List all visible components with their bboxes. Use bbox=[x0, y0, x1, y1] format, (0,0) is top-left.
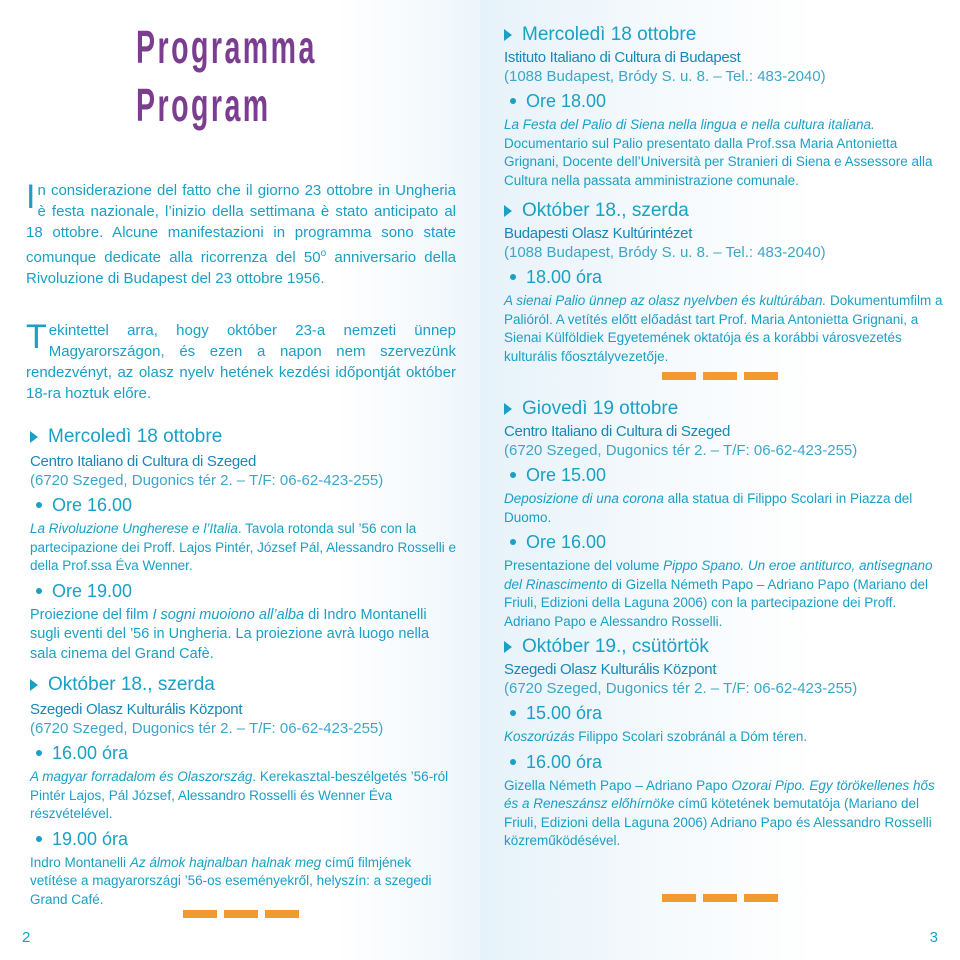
event-description: A sienai Palio ünnep az olasz nyelvben és kultúrában. Dokumentumfilm a Palióról. A vetítés előtt előadást tart Prof. Maria Antonietta Grignani, a Sienai Külföldiek Egyetemének oktatója és a korábbi városvezetés kulturális főosztályvezetője. bbox=[504, 293, 943, 364]
triangle-bullet-icon bbox=[504, 205, 512, 217]
section-heading: Mercoledì 18 ottobre bbox=[504, 24, 944, 46]
venue-name: Budapesti Olasz Kultúrintézet bbox=[504, 225, 693, 242]
event-description: Presentazione del volume Pippo Spano. Un eroe antiturco, antisegnano del Rinascimento di Gizella Németh Papo – Adriano Papo (Mariano del Friuli, Edizioni della Laguna 2006) con la partecipazione dei Proff. Adriano Papo e Alessandro Rosselli. bbox=[504, 558, 933, 629]
event-description: Gizella Németh Papo – Adriano Papo Ozorai Pipo. Egy törökellenes hős és a Reneszánsz előhírnöke című kötetének bemutatója (Mariano del Friuli, Edizioni della Laguna 2006) Adriano Papo és Alessandro Rosselli közreműködésével. bbox=[504, 777, 935, 848]
right-page bbox=[480, 0, 960, 960]
page-number-left: 2 bbox=[22, 929, 31, 946]
page-number-right: 3 bbox=[929, 929, 938, 946]
event-time: 16.00 óra bbox=[504, 751, 944, 773]
triangle-bullet-icon bbox=[504, 29, 512, 41]
venue-address: (6720 Szeged, Dugonics tér 2. – T/F: 06-62-423-255) bbox=[30, 720, 384, 737]
section-oktober-szeged bbox=[30, 674, 458, 909]
venue-address: (1088 Budapest, Bródy S. u. 8. – Tel.: 483-2040) bbox=[504, 68, 826, 85]
title-hungarian: Program bbox=[136, 79, 271, 131]
venue-name: Istituto Italiano di Cultura di Budapest bbox=[504, 49, 741, 66]
event-time: Ore 15.00 bbox=[504, 464, 944, 486]
intro-hungarian: Tekintettel arra, hogy október 23-a nemzeti ünnep Magyarországon, és ezen a napon nem szervezünk rendezvényt, az olasz nyelv hetének kezdési időpontját október 18-ra hoztuk előre. bbox=[26, 318, 456, 402]
event-time: Ore 18.00 bbox=[504, 90, 944, 112]
venue-address: (1088 Budapest, Bródy S. u. 8. – Tel.: 483-2040) bbox=[504, 244, 826, 261]
triangle-bullet-icon bbox=[504, 641, 512, 653]
orange-dash-divider bbox=[662, 894, 778, 902]
triangle-bullet-icon bbox=[30, 431, 38, 443]
orange-dash-divider bbox=[662, 372, 778, 380]
venue-name: Szegedi Olasz Kulturális Központ bbox=[504, 661, 717, 678]
event-description: La Rivoluzione Ungherese e l’Italia. Tavola rotonda sul ’56 con la partecipazione dei Proff. Lajos Pintér, József Pál, Alessandro Rosselli e della Prof.ssa Éva Wenner. bbox=[30, 521, 456, 573]
orange-dash-divider bbox=[183, 910, 299, 918]
section-heading: Október 18., szerda bbox=[504, 200, 944, 222]
event-time: 18.00 óra bbox=[504, 266, 944, 288]
dropcap-t: T bbox=[26, 318, 47, 356]
event-time: 16.00 óra bbox=[30, 742, 458, 764]
event-time: 19.00 óra bbox=[30, 828, 458, 850]
section-heading: Október 19., csütörtök bbox=[504, 636, 944, 658]
event-time: 15.00 óra bbox=[504, 702, 944, 724]
dropcap-i: I bbox=[26, 178, 36, 216]
event-description: A magyar forradalom és Olaszország. Kerekasztal-beszélgetés ’56-ról Pintér Lajos, Pál József, Alessandro Rosselli és Wenner Éva részvételével. bbox=[30, 769, 449, 821]
section-oktober19-szeged bbox=[504, 636, 944, 851]
event-description: Koszorúzás Filippo Scolari szobránál a Dóm téren. bbox=[504, 729, 808, 744]
section-mercoledi-szeged bbox=[30, 426, 458, 664]
section-oktober-budapest bbox=[504, 200, 944, 366]
event-description: La Festa del Palio di Siena nella lingua e nella cultura italiana. Documentario sul Palio presentato dalla Prof.ssa Maria Antonietta Grignani, Docente dell’Università per Stranieri di Siena e Assessore alla Cultura nella passata amministrazione comunale. bbox=[504, 117, 933, 188]
event-time: Ore 16.00 bbox=[504, 531, 944, 553]
section-heading: Mercoledì 18 ottobre bbox=[30, 426, 458, 448]
title-italian: Programma bbox=[136, 21, 317, 73]
event-time: Ore 19.00 bbox=[30, 580, 458, 602]
event-description: Proiezione del film I sogni muoiono all’alba di Indro Montanelli sugli eventi del ’56 in Ungheria. La proiezione avrà luogo nella sala cinema del Grand Cafè. bbox=[30, 606, 430, 662]
section-mercoledi-budapest bbox=[504, 24, 944, 190]
section-giovedi-szeged bbox=[504, 398, 944, 631]
venue-address: (6720 Szeged, Dugonics tér 2. – T/F: 06-62-423-255) bbox=[504, 442, 858, 459]
venue-address: (6720 Szeged, Dugonics tér 2. – T/F: 06-62-423-255) bbox=[504, 680, 858, 697]
venue-name: Centro Italiano di Cultura di Szeged bbox=[504, 423, 731, 440]
venue-address: (6720 Szeged, Dugonics tér 2. – T/F: 06-62-423-255) bbox=[30, 472, 384, 489]
event-description: Indro Montanelli Az álmok hajnalban halnak meg című filmjének vetítése a magyarországi ’56-os eseményekről, helyszín: a szegedi Grand Café. bbox=[30, 854, 432, 907]
section-heading: Giovedì 19 ottobre bbox=[504, 398, 944, 420]
event-description: Deposizione di una corona alla statua di Filippo Scolari in Piazza del Duomo. bbox=[504, 491, 913, 525]
section-heading: Október 18., szerda bbox=[30, 674, 458, 696]
intro-italian: In considerazione del fatto che il giorno 23 ottobre in Ungheria è festa nazionale, l’inizio della settimana è stato anticipato al 18 ottobre. Alcune manifestazioni in programma sono state comunque dedicate alla ricorrenza del 50$^o$ anniversario della Rivoluzione di Budapest del 23 ottobre 1956. bbox=[26, 178, 456, 287]
venue-name: Centro Italiano di Cultura di Szeged bbox=[30, 453, 257, 470]
event-time: Ore 16.00 bbox=[30, 494, 458, 516]
venue-name: Szegedi Olasz Kulturális Központ bbox=[30, 701, 243, 718]
triangle-bullet-icon bbox=[30, 679, 38, 691]
triangle-bullet-icon bbox=[504, 403, 512, 415]
